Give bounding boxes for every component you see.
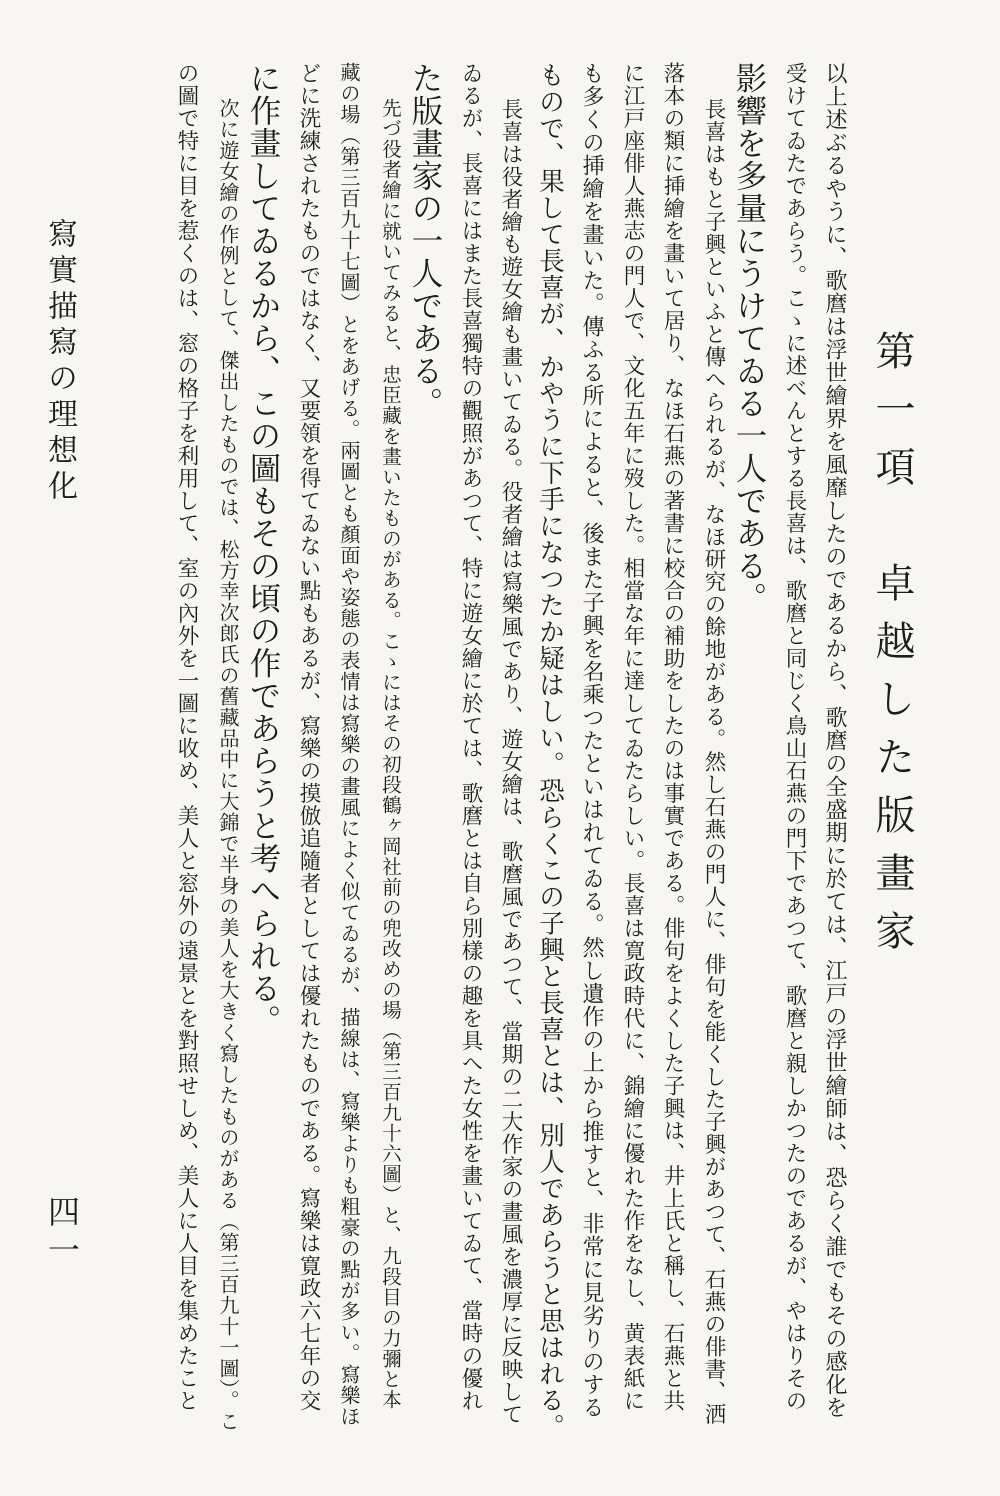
text-column-10: ゐるが、長喜にはまた長喜獨特の觀照があつて、特に遊女繪に於ては、歌麿とは自ら別樣の趣を具へた女性を畫いてゐて、當時の優れ <box>458 62 483 1412</box>
text-column-11: た版畫家の一人である。 <box>407 62 443 420</box>
running-title: 寫實描寫の理想化 <box>42 218 77 506</box>
text-column-16: 次に遊女繪の作例として、傑出したものでは、松方幸次郎氏の舊藏品中に大錦で半身の美人を大きく寫したものがある（第三百九十一圖）。こ <box>216 98 240 1432</box>
text-column-7: も多くの挿繪を畫いた。傳ふる所によると、後また子興を名乘つたといはれてゐる。然し遺作の上から推すと、非常に見劣りのする <box>579 62 604 1419</box>
text-column-5: 落本の類に挿繪を畫いて居り、なほ石燕の著書に校合の補助をしたのは事實である。俳句をよくした子興は、井上氏と稱し、石燕と共 <box>660 62 685 1412</box>
text-column-17: の圖で特に目を惹くのは、窓の格子を利用して、室の內外を一圖に收め、美人と窓外の遠景とを對照せしめ、美人に人目を集めたこと <box>174 62 199 1412</box>
text-column-9: 長喜は役者繪も遊女繪も畫いてゐる。役者繪は寫樂風であり、遊女繪は、歌麿風であつて、當期の二大作家の畫風を濃厚に反映して <box>498 98 523 1426</box>
text-column-3: 影響を多量にうけてゐる一人である。 <box>731 62 767 615</box>
section-heading: 第一項 卓越した版畫家 <box>869 330 915 968</box>
text-column-15: に作畫してゐるから、この圖もその頃の作であらうと考へられる。 <box>245 62 281 1037</box>
text-column-8: もので、果して長喜が、かやうに下手になつたか疑はしい。恐らくこの子興と長喜とは、別人であらうと思はれる。 <box>535 62 565 1440</box>
text-column-2: 受けてゐたであらう。こゝに述べんとする長喜は、歌麿と同じく鳥山石燕の門下であつて、歌麿と親しかつたのであるが、やはりその <box>782 62 807 1412</box>
text-column-14: どに洗練されたものではなく、又要領を得てゐない點もあるが、寫樂の摸倣追隨者としては優れたものである。寫樂は寛政六七年の交 <box>296 62 321 1412</box>
text-column-12: 先づ役者繪に就いてみると、忠臣藏を畫いたものがある。こゝにはその初段鶴ヶ岡社前の兜改めの場（第三百九十六圖）と、九段目の力彌と本 <box>379 98 402 1410</box>
text-column-6: に江戸座俳人燕志の門人で、文化五年に歿した。相當な年に達してゐたらしい。長喜は寛政時代に、錦繪に優れた作をなし、黄表紙に <box>620 62 645 1412</box>
text-column-13: 藏の場（第三百九十七圖）とをあげる。兩圖とも顏面や姿態の表情は寫樂の畫風によく似てゐるが、描線は、寫樂よりも粗豪の點が多い。寫樂ほ <box>337 62 361 1427</box>
text-column-4: 長喜はもと子興といふと傳へられるが、なほ研究の餘地がある。然し石燕の門人に、俳句を能くした子興があつて、石燕の俳書、洒 <box>701 98 726 1426</box>
text-column-1: 以上述ぶるやうに、歌麿は浮世繪界を風靡したのであるから、歌麿の全盛期に於ては、江戸の浮世繪師は、恐らく誰でもその感化を <box>822 62 847 1419</box>
page-number: 四一 <box>43 1195 81 1271</box>
